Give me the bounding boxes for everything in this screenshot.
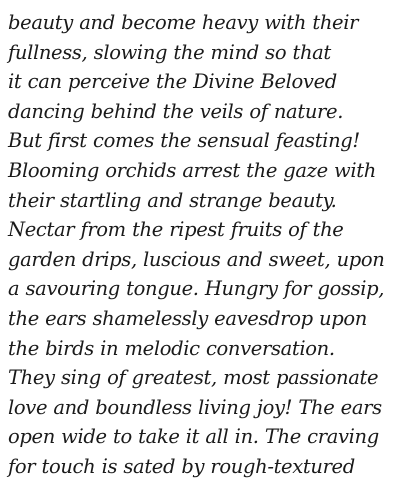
text-line-4: dancing behind the veils of nature. <box>8 99 344 123</box>
text-line-8: Nectar from the ripest fruits of the <box>8 218 344 242</box>
text-line-9: garden drips, luscious and sweet, upon <box>8 247 385 271</box>
text-line-13: They sing of greatest, most passionate <box>8 366 379 390</box>
text-line-3: it can perceive the Divine Beloved <box>8 70 337 94</box>
text-line-2: fullness, slowing the mind so that <box>8 40 331 64</box>
text-line-1: beauty and become heavy with their <box>8 11 359 34</box>
text-line-5: But first comes the sensual feasting! <box>8 129 360 153</box>
text-line-11: the ears shamelessly eavesdrop upon <box>8 306 367 330</box>
text-line-6: Blooming orchids arrest the gaze with <box>8 158 376 182</box>
text-line-16: for touch is sated by rough-textured <box>8 454 355 478</box>
text-line-12: the birds in melodic conversation. <box>8 336 335 360</box>
text-line-15: open wide to take it all in. The craving <box>8 425 379 449</box>
text-line-7: their startling and strange beauty. <box>8 188 337 212</box>
text-line-14: love and boundless living joy! The ears <box>8 395 382 419</box>
text-line-10: a savouring tongue. Hungry for gossip, <box>8 277 385 301</box>
